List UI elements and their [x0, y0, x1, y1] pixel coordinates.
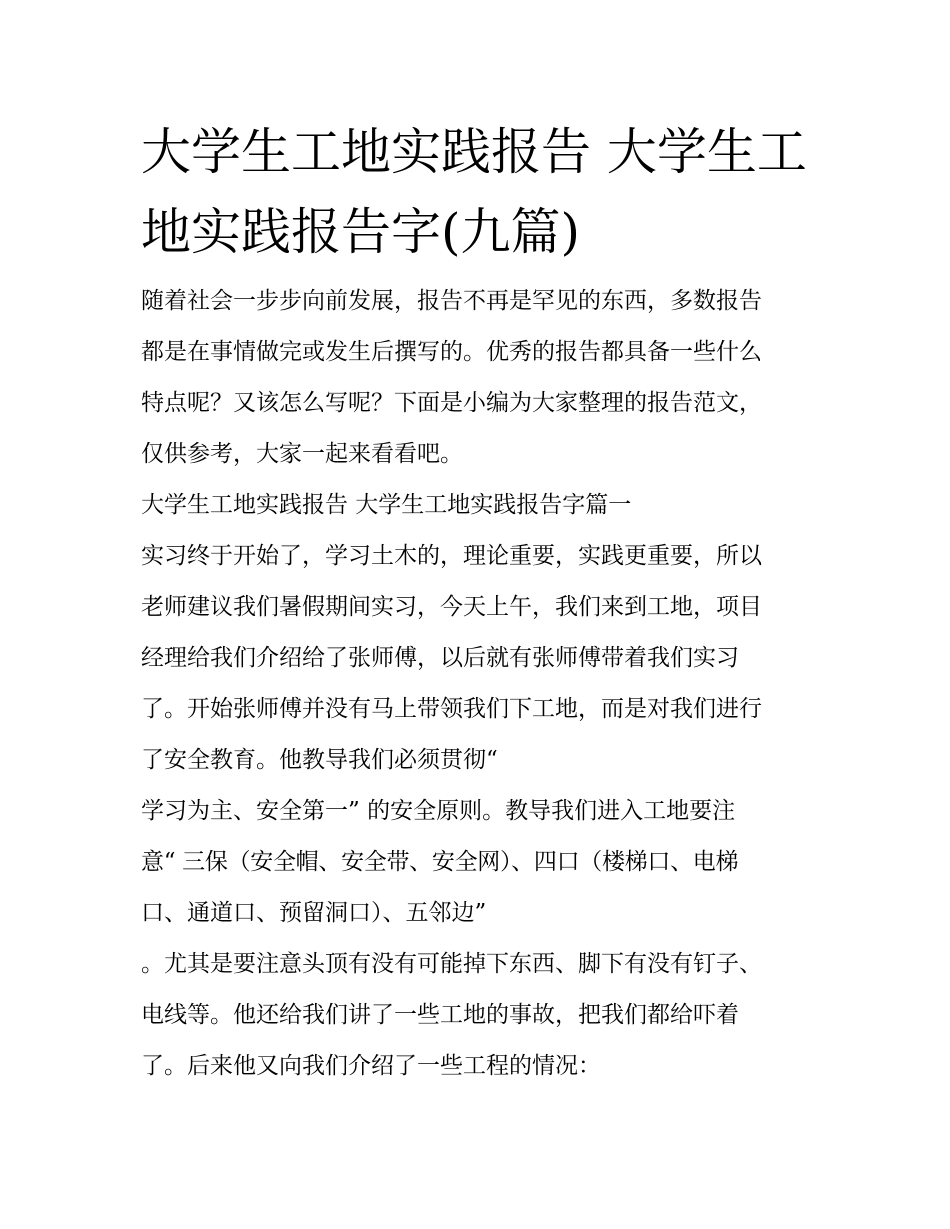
title-line: 大学生工地实践报告 大学生工 — [141, 123, 807, 181]
body-line: 口、通道口、预留洞口）、五邻边” — [141, 900, 487, 926]
section-heading: 大学生工地实践报告 大学生工地实践报告字篇一 — [141, 492, 632, 518]
body-line: 电线等。他还给我们讲了一些工地的事故，把我们都给吓着 — [141, 1002, 739, 1028]
body-line: 仅供参考，大家一起来看看吧。 — [141, 441, 463, 467]
body-line: 了安全教育。他教导我们必须贯彻“ — [141, 747, 498, 773]
body-line: 特点呢？又该怎么写呢？下面是小编为大家整理的报告范文， — [141, 390, 762, 416]
body-line: 。尤其是要注意头顶有没有可能掉下东西、脚下有没有钉子、 — [141, 951, 762, 977]
body-line: 学习为主、安全第一” 的安全原则。教导我们进入工地要注 — [141, 798, 736, 824]
title-line: 地实践报告字(九篇) — [141, 203, 581, 261]
body-line: 老师建议我们暑假期间实习，今天上午，我们来到工地，项目 — [141, 594, 762, 620]
body-line: 了。开始张师傅并没有马上带领我们下工地，而是对我们进行 — [141, 696, 762, 722]
body-line: 经理给我们介绍给了张师傅，以后就有张师傅带着我们实习 — [141, 645, 739, 671]
body-line: 意“ 三保（安全帽、安全带、安全网）、四口（楼梯口、电梯 — [141, 849, 739, 875]
document-title — [141, 112, 821, 272]
body-line: 了。后来他又向我们介绍了一些工程的情况： — [141, 1053, 601, 1079]
body-line: 实习终于开始了，学习土木的，理论重要，实践更重要，所以 — [141, 543, 762, 569]
body-line: 都是在事情做完或发生后撰写的。优秀的报告都具备一些什么 — [141, 339, 762, 365]
document-body — [141, 276, 821, 1092]
body-line: 随着社会一步步向前发展，报告不再是罕见的东西，多数报告 — [141, 288, 762, 314]
